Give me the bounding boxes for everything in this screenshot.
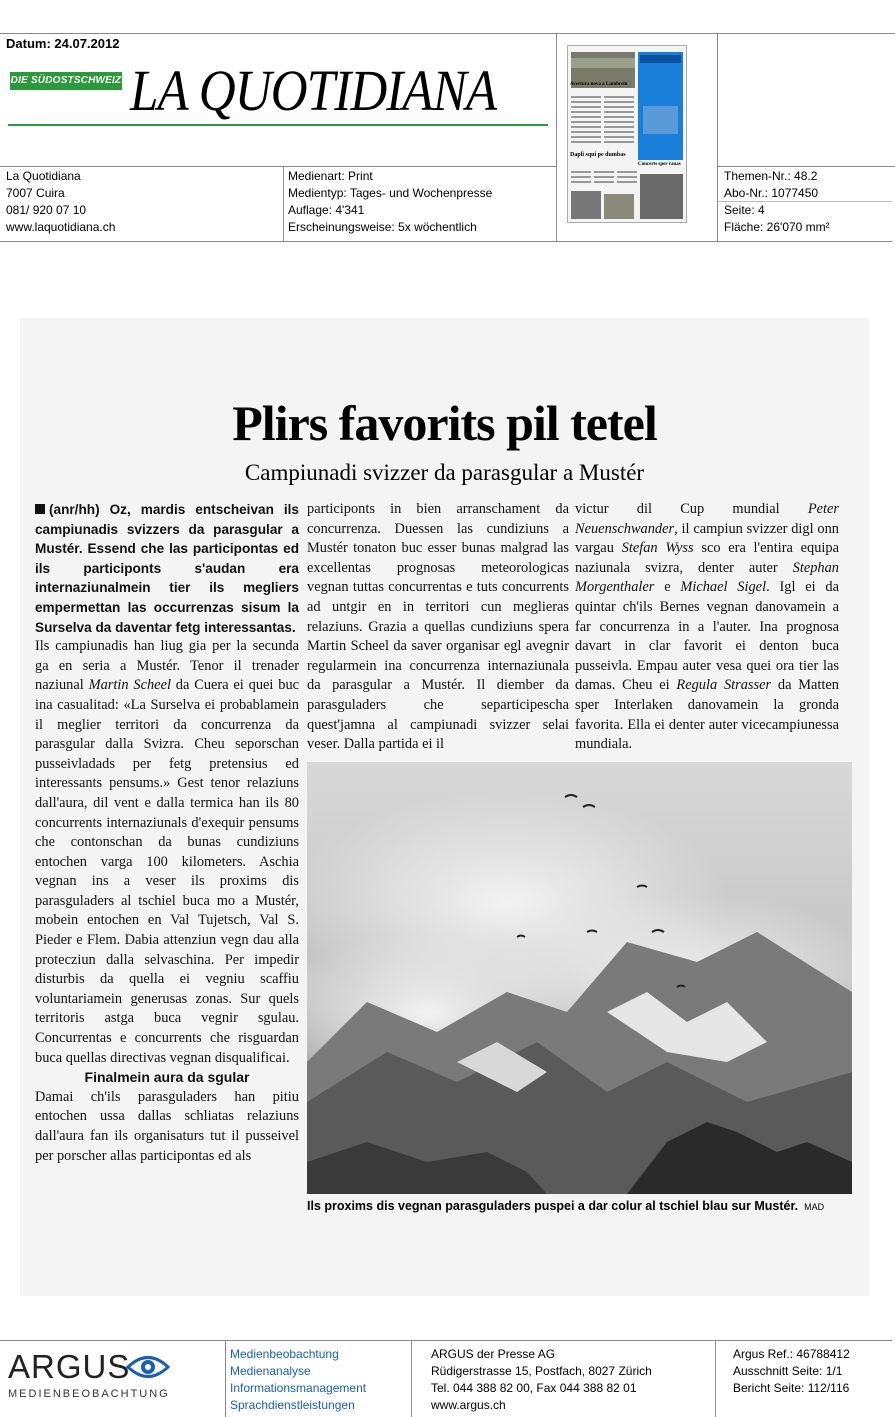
area: Fläche: 26'070 mm² [724,220,830,234]
argus-address [431,1346,652,1414]
media-art: Medienart: Print [288,169,373,183]
article-column-3 [575,500,839,755]
argus-tagline: MEDIENBEOBACHTUNG [8,1388,170,1400]
article-paragraph: participonts in bien arranschament da concurrenza. Duessen las cundiziuns a Mustér tonaton buc esser bunas malgrad las excellentas prognosas meteorologicas vegnan tuttas concurrentas e tuts concurrents ad untgir en in territori cun meglieras relaziuns. Grazia a quellas cundiziuns spera Martin Scheel da saver organisar egl avegnir regularmein ina concurrenza internaziunala da parasgular a Mustér. Il diember da parasguladers che separticipescha quest'jamna al campiunadi svizzer selai veser. Dalla partida ei il [307,501,569,753]
publisher-phone: 081/ 920 07 10 [6,203,87,217]
rule [718,201,892,202]
service-item: Medienanalyse [230,1364,311,1378]
themen-nr: Themen-Nr.: 48.2 [724,169,818,183]
article-paragraph: Ils campiunadis han liug gia per la secunda ga en seria a Mustér. Tenor il trenader naziunal Martin Scheel da Cuera ei quei buc ina casualitad: «La Surselva ei probablamein il meglier territori da concurrenza da parasgular dalla Svizra. Cheu seporschan pusseivladads per fetg pretensius ed interessants pensums.» Gest tenor relaziuns dall'aura, dil vent e dalla termica han ils 80 concurrents internaziunals d'exequir pensums che contonschan da bunas cundiziuns entochen varga 100 kilometers. Aschia vegnan ins a veser ils proxims dis parasguladers al tschiel buca mo a Mustér, mobein entochen en Val Tujetsch, Val S. Pieder e Flem. Dabia attenziun vegn dau alla protecziun dalla selvaschina. Per impedir disturbis da quella ei vegniu scaffiu voluntariamein generusas zonas. Sur quels territoris astga buca vegnir sgulau. Concurrentas e concurrents che risguardan buca quellas directivas vegnan disqualificai. [35,638,300,1066]
masthead: LA QUOTIDIANA [130,58,497,123]
argus-services [230,1346,366,1414]
article-subtitle: Finalmein aura da sgular [84,1069,250,1086]
ausschnitt-page: Ausschnitt Seite: 1/1 [733,1364,843,1378]
thumb-headline: Avertura nova a Lumbrein [570,82,628,87]
rule [0,241,892,242]
article-column-1 [35,500,299,1166]
publisher-city: 7007 Cuira [6,186,65,200]
page-number: Seite: 4 [724,203,765,217]
divider [715,1340,716,1417]
media-typ: Medientyp: Tages- und Wochenpresse [288,186,493,200]
divider [283,166,284,241]
bericht-page: Bericht Seite: 112/116 [733,1381,850,1395]
divider [717,33,718,241]
media-auflage: Auflage: 4'341 [288,203,365,217]
article-paragraph: victur dil Cup mundial Peter Neuenschwander, il campiun svizzer digl onn vargau Stefan Wyss sco era l'entira equipa naziunala svizra, denter auter Stephan Morgenthaler e Michael Sigel. Igl ei da quintar ch'ils Bernes vegnan danovamein a far concurrenza in a l'auter. Ina prognosa davart in clar favorit ei denton buca pusseivla. Empau auter vesa quei ora tier las damas. Cheu ei Regula Strasser da Matten sper Interlaken danovamein la gronda favorita. Ella ei denter auter vicecampiunessa mundiala. [575,501,839,753]
article-paragraph: Damai ch'ils parasguladers han pitiu entochen ussa dallas schliatas relaziuns dall'aura fan ils organisaturs tut il pusseivel per porscher allas participontas ed als [35,1088,299,1164]
photo-caption: Ils proxims dis vegnan parasguladers puspei a dar colur al tschiel blau sur Mustér. MAD [307,1199,825,1213]
square-bullet-icon [35,504,45,514]
green-rule [8,124,548,126]
top-rule [0,33,895,34]
media-erscheinung: Erscheinungsweise: 5x wöchentlich [288,220,477,234]
publisher-web: www.laquotidiana.ch [6,220,116,234]
company-name: ARGUS der Presse AG [431,1347,556,1361]
photo-credit: MAD [804,1202,825,1212]
service-item: Sprachdienstleistungen [230,1398,355,1412]
suedostschweiz-logo: DIE SÜDOSTSCHWEIZ [10,72,122,90]
date-label: Datum: 24.07.2012 [6,36,120,51]
abo-nr: Abo-Nr.: 1077450 [724,186,819,200]
thumb-headline: Dapli squi pe dumbas [570,152,626,158]
page-thumbnail [567,45,687,223]
media-block [288,168,492,236]
service-item: Informationsmanagement [230,1381,367,1395]
article-subhead: Campiunadi svizzer da parasgular a Mustér [244,460,645,485]
divider [225,1340,226,1417]
argus-eye-icon [126,1352,170,1387]
info-block [724,168,830,236]
service-item: Medienbeobachtung [230,1347,339,1361]
article-lead: (anr/hh) Oz, mardis entscheivan ils campiunadis svizzers da parasgular a Mustér. Essend che las participontas ed ils participonts s'audan era internaziunalmein tier ils megliers empermettan las occurrenzas sisum la Surselva da daventar fetg interessantas. [35,502,299,635]
argus-ref: Argus Ref.: 46788412 [733,1347,850,1361]
argus-reference [733,1346,850,1397]
argus-logo: ARGUS [8,1348,131,1385]
rule [0,166,556,167]
thumb-headline: Concerts sper rauas [638,162,681,167]
publisher-name: La Quotidiana [6,169,81,183]
publisher-block [6,168,115,236]
footer-rule [0,1340,892,1341]
article-column-2 [307,500,569,755]
divider [411,1340,412,1417]
company-web: www.argus.ch [431,1398,506,1412]
company-phone: Tel. 044 388 82 00, Fax 044 388 82 01 [431,1381,637,1395]
divider [556,33,557,241]
rule [718,166,895,167]
article-headline: Plirs favorits pil tetel [232,395,657,451]
company-street: Rüdigerstrasse 15, Postfach, 8027 Zürich [431,1364,652,1378]
paragliders-photo [307,762,852,1194]
